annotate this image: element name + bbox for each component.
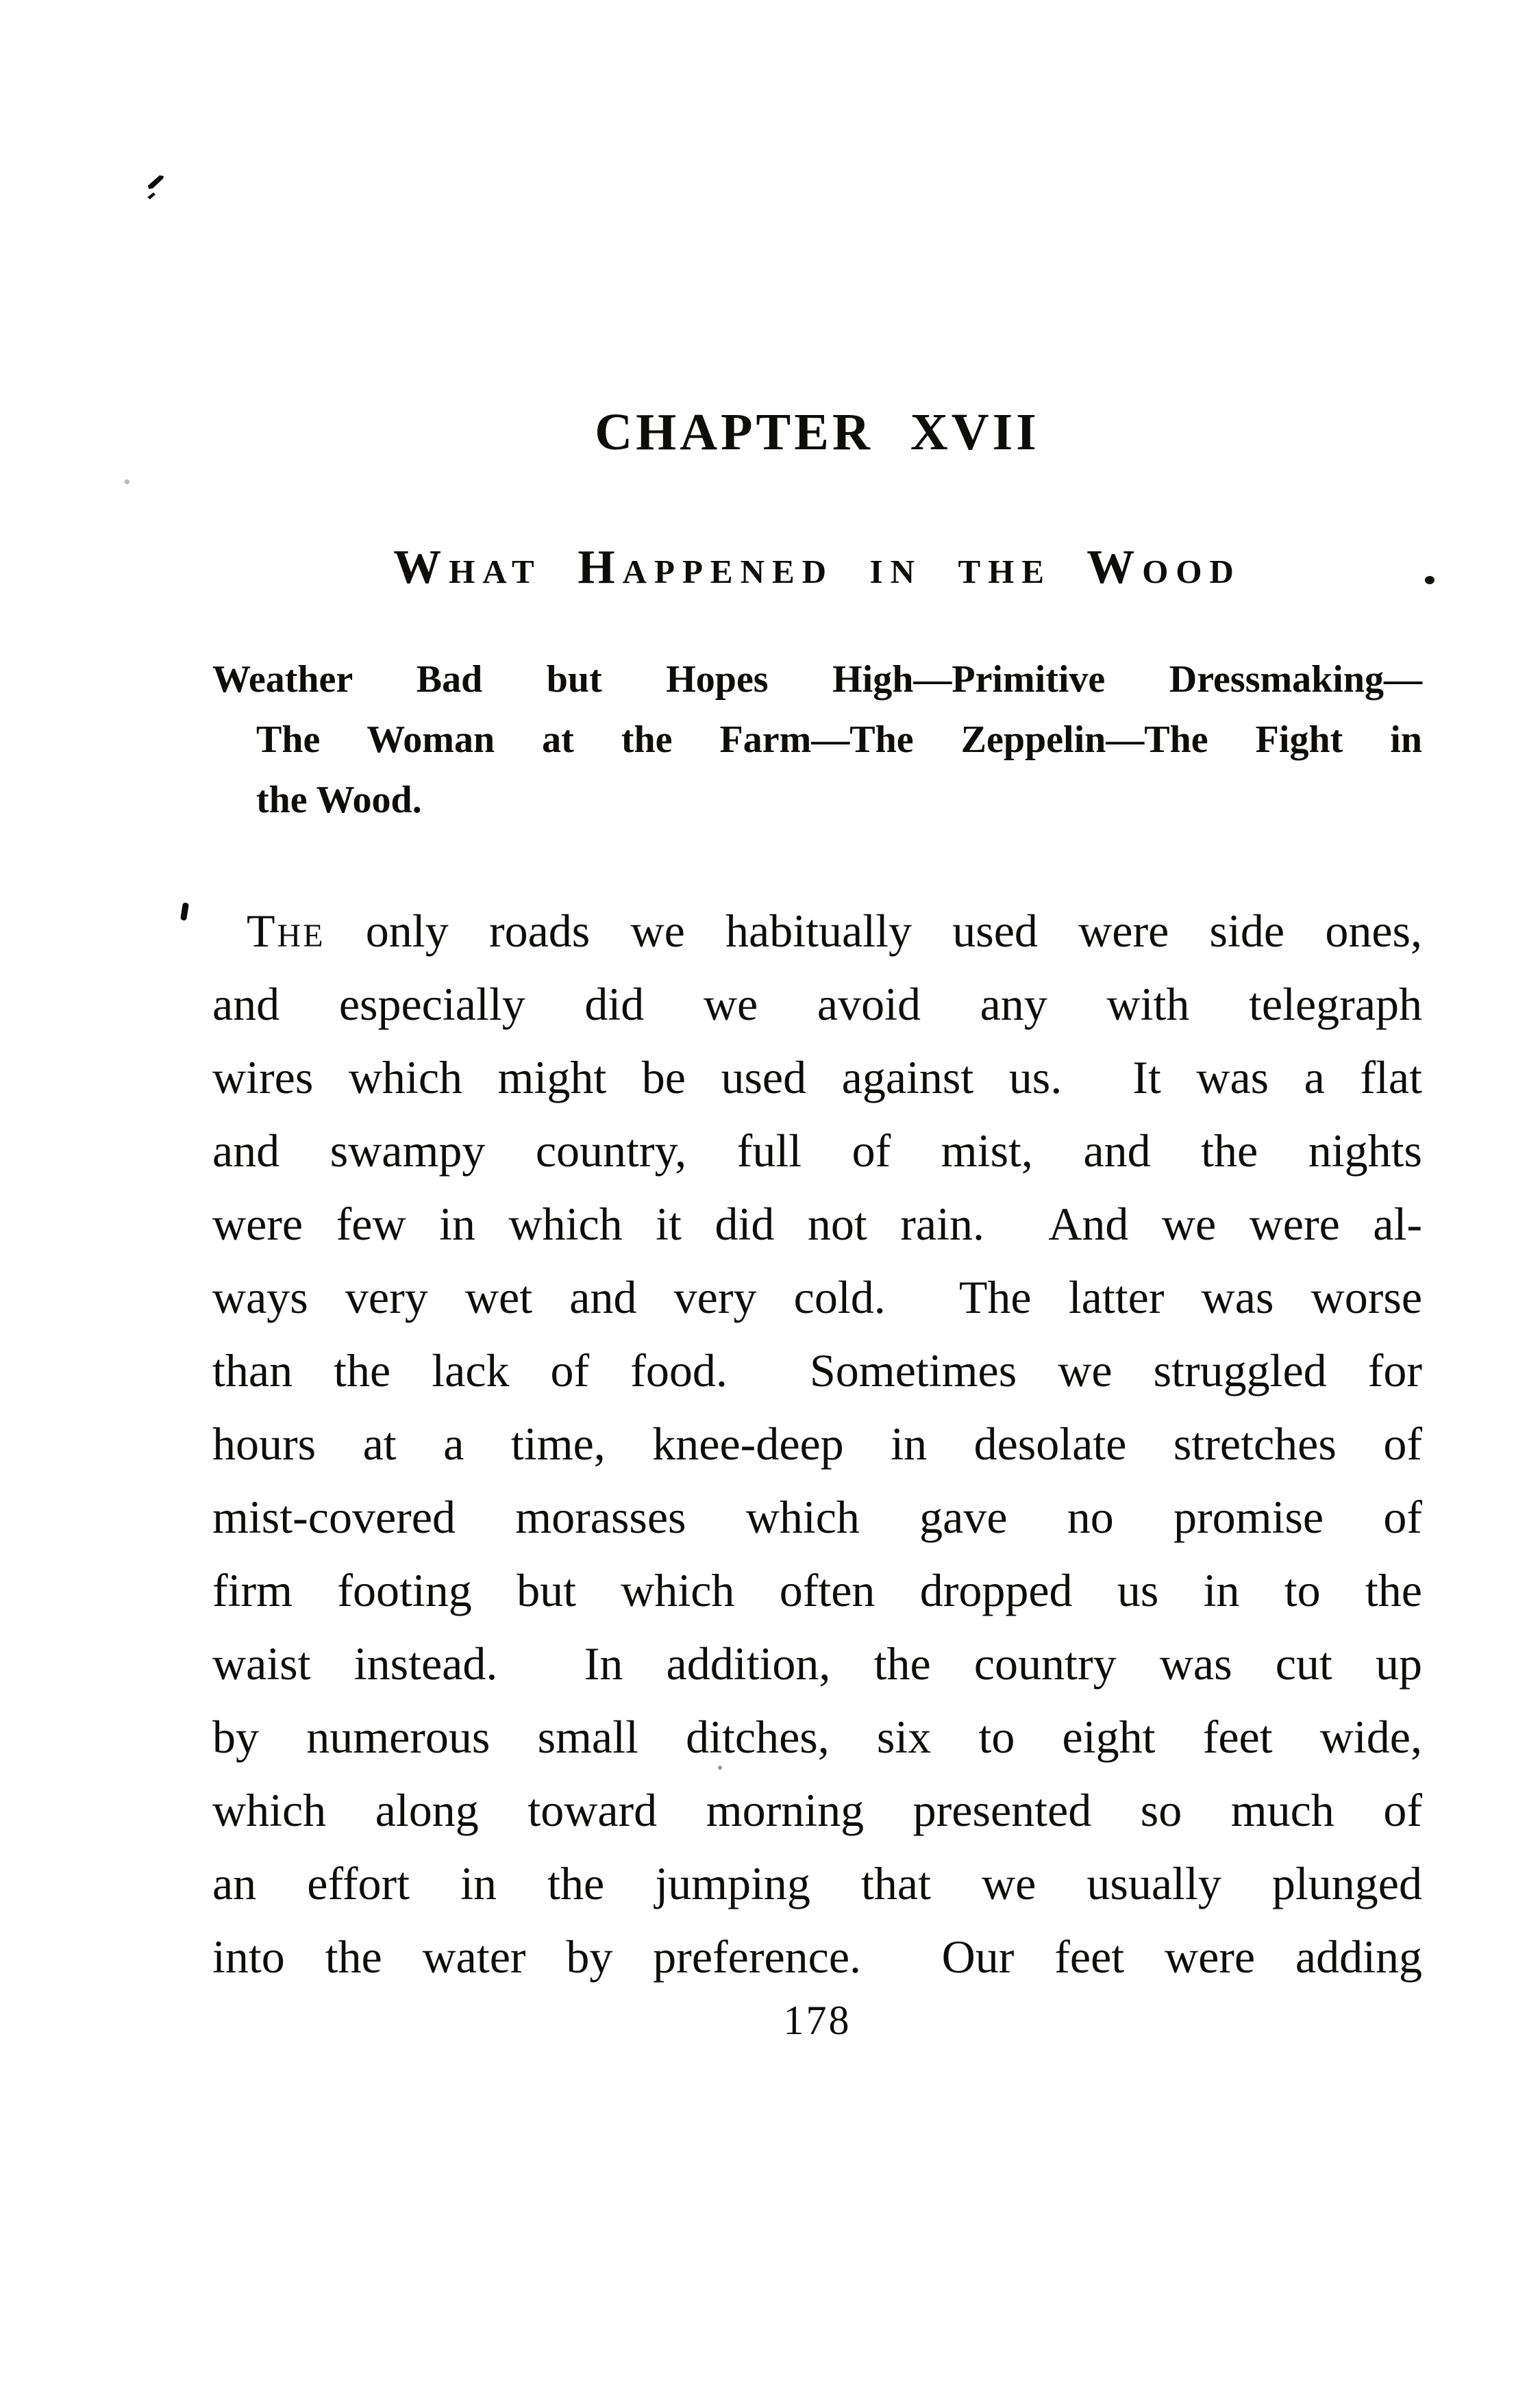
- squiggle-icon: [145, 173, 167, 201]
- body-paragraph: [212, 894, 1422, 1994]
- body-line-text: only roads we habitually used were side ones,: [325, 905, 1422, 957]
- faint-ink-speck: [125, 479, 129, 484]
- body-line: ways very wet and very cold. The latter was worse: [212, 1271, 1422, 1323]
- body-line: mist-covered morasses which gave no promise of: [212, 1491, 1422, 1543]
- body-line: firm footing but which often dropped us in to the: [212, 1564, 1422, 1616]
- body-line: wires which might be used against us. It was a flat: [212, 1051, 1422, 1103]
- body-line: and especially did we avoid any with telegraph: [212, 978, 1422, 1030]
- synopsis-line: Weather Bad but Hopes High—Primitive Dressmaking—: [212, 658, 1422, 701]
- synopsis-line: The Woman at the Farm—The Zeppelin—The Fight in: [256, 718, 1422, 761]
- body-line: [212, 894, 1422, 968]
- body-line: hours at a time, knee-deep in desolate stretches of: [212, 1418, 1422, 1470]
- lead-word: The: [247, 905, 325, 957]
- body-line: into the water by preference. Our feet were adding: [212, 1931, 1422, 1983]
- body-lines: [212, 968, 1422, 1994]
- ink-squiggle-mark: [145, 173, 167, 201]
- body-line: waist instead. In addition, the country was cut up: [212, 1638, 1422, 1690]
- faint-ink-speck: [718, 1766, 722, 1770]
- chapter-synopsis: [212, 649, 1422, 830]
- body-line: which along toward morning presented so much of: [212, 1784, 1422, 1836]
- body-line: an effort in the jumping that we usually plunged: [212, 1857, 1422, 1909]
- synopsis-line: the Wood.: [256, 779, 422, 821]
- stray-ink-dot: [1425, 576, 1435, 584]
- body-line: and swampy country, full of mist, and the nights: [212, 1125, 1422, 1177]
- margin-tick-mark: [180, 902, 189, 920]
- page-number: 178: [783, 1998, 852, 2043]
- body-line: were few in which it did not rain. And we were al-: [212, 1198, 1422, 1250]
- body-line: than the lack of food. Sometimes we struggled for: [212, 1344, 1422, 1396]
- body-line: by numerous small ditches, six to eight feet wide,: [212, 1711, 1422, 1763]
- chapter-subtitle: What Happened in the Wood: [393, 541, 1241, 594]
- chapter-heading: CHAPTER XVII: [595, 403, 1040, 461]
